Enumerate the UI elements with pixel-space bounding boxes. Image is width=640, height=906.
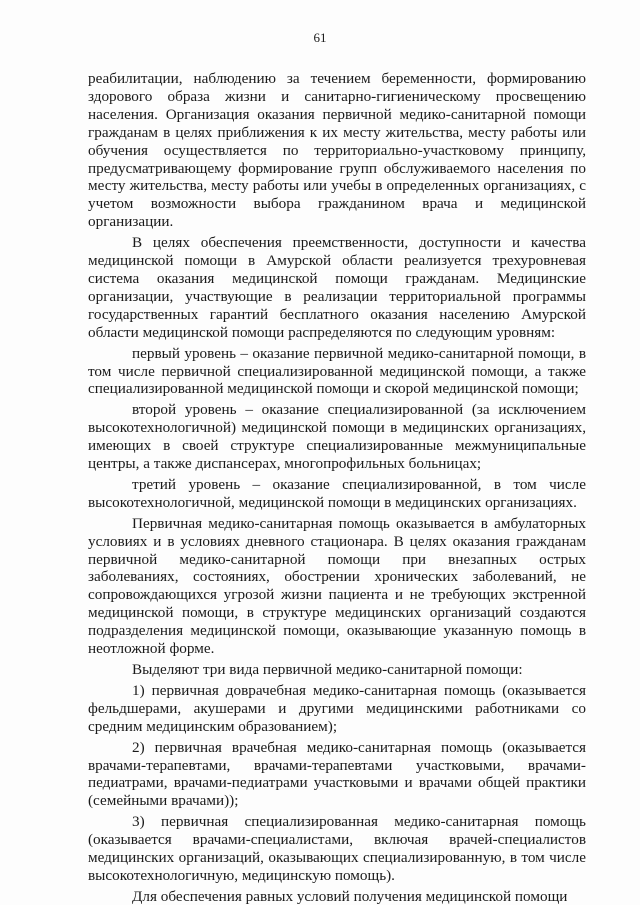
paragraph-equal-conditions: Для обеспечения равных условий получения медицинской помощи [132, 887, 568, 905]
page-number: 61 [313, 30, 327, 45]
list-item-type-1: 1) первичная доврачебная медико-санитарная помощь (оказывается фельдшерами, акушерами и другими медицинскими работниками со средним медицинским образованием); [88, 681, 586, 735]
paragraph-second-level: второй уровень – оказание специализированной (за исключением высокотехнологичной) медицинской помощи в медицинских организациях, имеющих в своей структуре специализированные межмуниципальные центры, а также диспансерах, многопрофильных больницах; [88, 401, 586, 473]
list-item-type-3: 3) первичная специализированная медико-санитарная помощь (оказывается врачами-специалистами, включая врачей-специалистов медицинских организаций, оказывающих специализированную, в том числе высокотехнологичную, медицинскую помощь). [88, 813, 586, 884]
paragraph-rehabilitation-continuation: реабилитации, наблюдению за течением беременности, формированию здорового образа жизни и санитарно-гигиеническому просвещению населения. Организация оказания первичной медико-санитарной помощи гражданам в целях приближения к их месту жительства, месту работы или обучения осуществляется по территориально-участковому принципу, предусматривающему формирование групп обслуживаемого населения по месту жительства, месту работы или учебы в определенных организациях, с учетом возможности выбора гражданином врача и медицинской организации. [88, 70, 586, 231]
paragraph-three-level-system: В целях обеспечения преемственности, доступности и качества медицинской помощи в Амурской области реализуется трехуровневая система оказания медицинской помощи гражданам. Медицинские организации, участвующие в реализации территориальной программы государственных гарантий бесплатного оказания населению Амурской области медицинской помощи распределяются по следующим уровням: [88, 234, 586, 341]
paragraph-three-types-intro: Выделяют три вида первичной медико-санитарной помощи: [132, 661, 523, 678]
list-item-type-2: 2) первичная врачебная медико-санитарная помощь (оказывается врачами-терапевтами, врачами-терапевтами участковыми, врачами-педиатрами, врачами-педиатрами участковыми и врачами общей практики (семейными врачами)); [88, 738, 586, 810]
paragraph-primary-care-conditions: Первичная медико-санитарная помощь оказывается в амбулаторных условиях и в условиях дневного стационара. В целях оказания гражданам первичной медико-санитарной помощи при внезапных острых заболеваниях, состояниях, обострении хронических заболеваний, не сопровождающихся угрозой жизни пациента и не требующих экстренной медицинской помощи, в структуре медицинских организаций создаются подразделения медицинской помощи, оказывающие указанную помощь в неотложной форме. [88, 514, 586, 658]
paragraph-first-level: первый уровень – оказание первичной медико-санитарной помощи, в том числе первичной специализированной медицинской помощи, а также специализированной медицинской помощи и скорой медицинской помощи; [88, 344, 586, 398]
paragraph-third-level: третий уровень – оказание специализированной, в том числе высокотехнологичной, медицинской помощи в медицинских организациях. [88, 475, 586, 511]
document-body [88, 70, 586, 906]
